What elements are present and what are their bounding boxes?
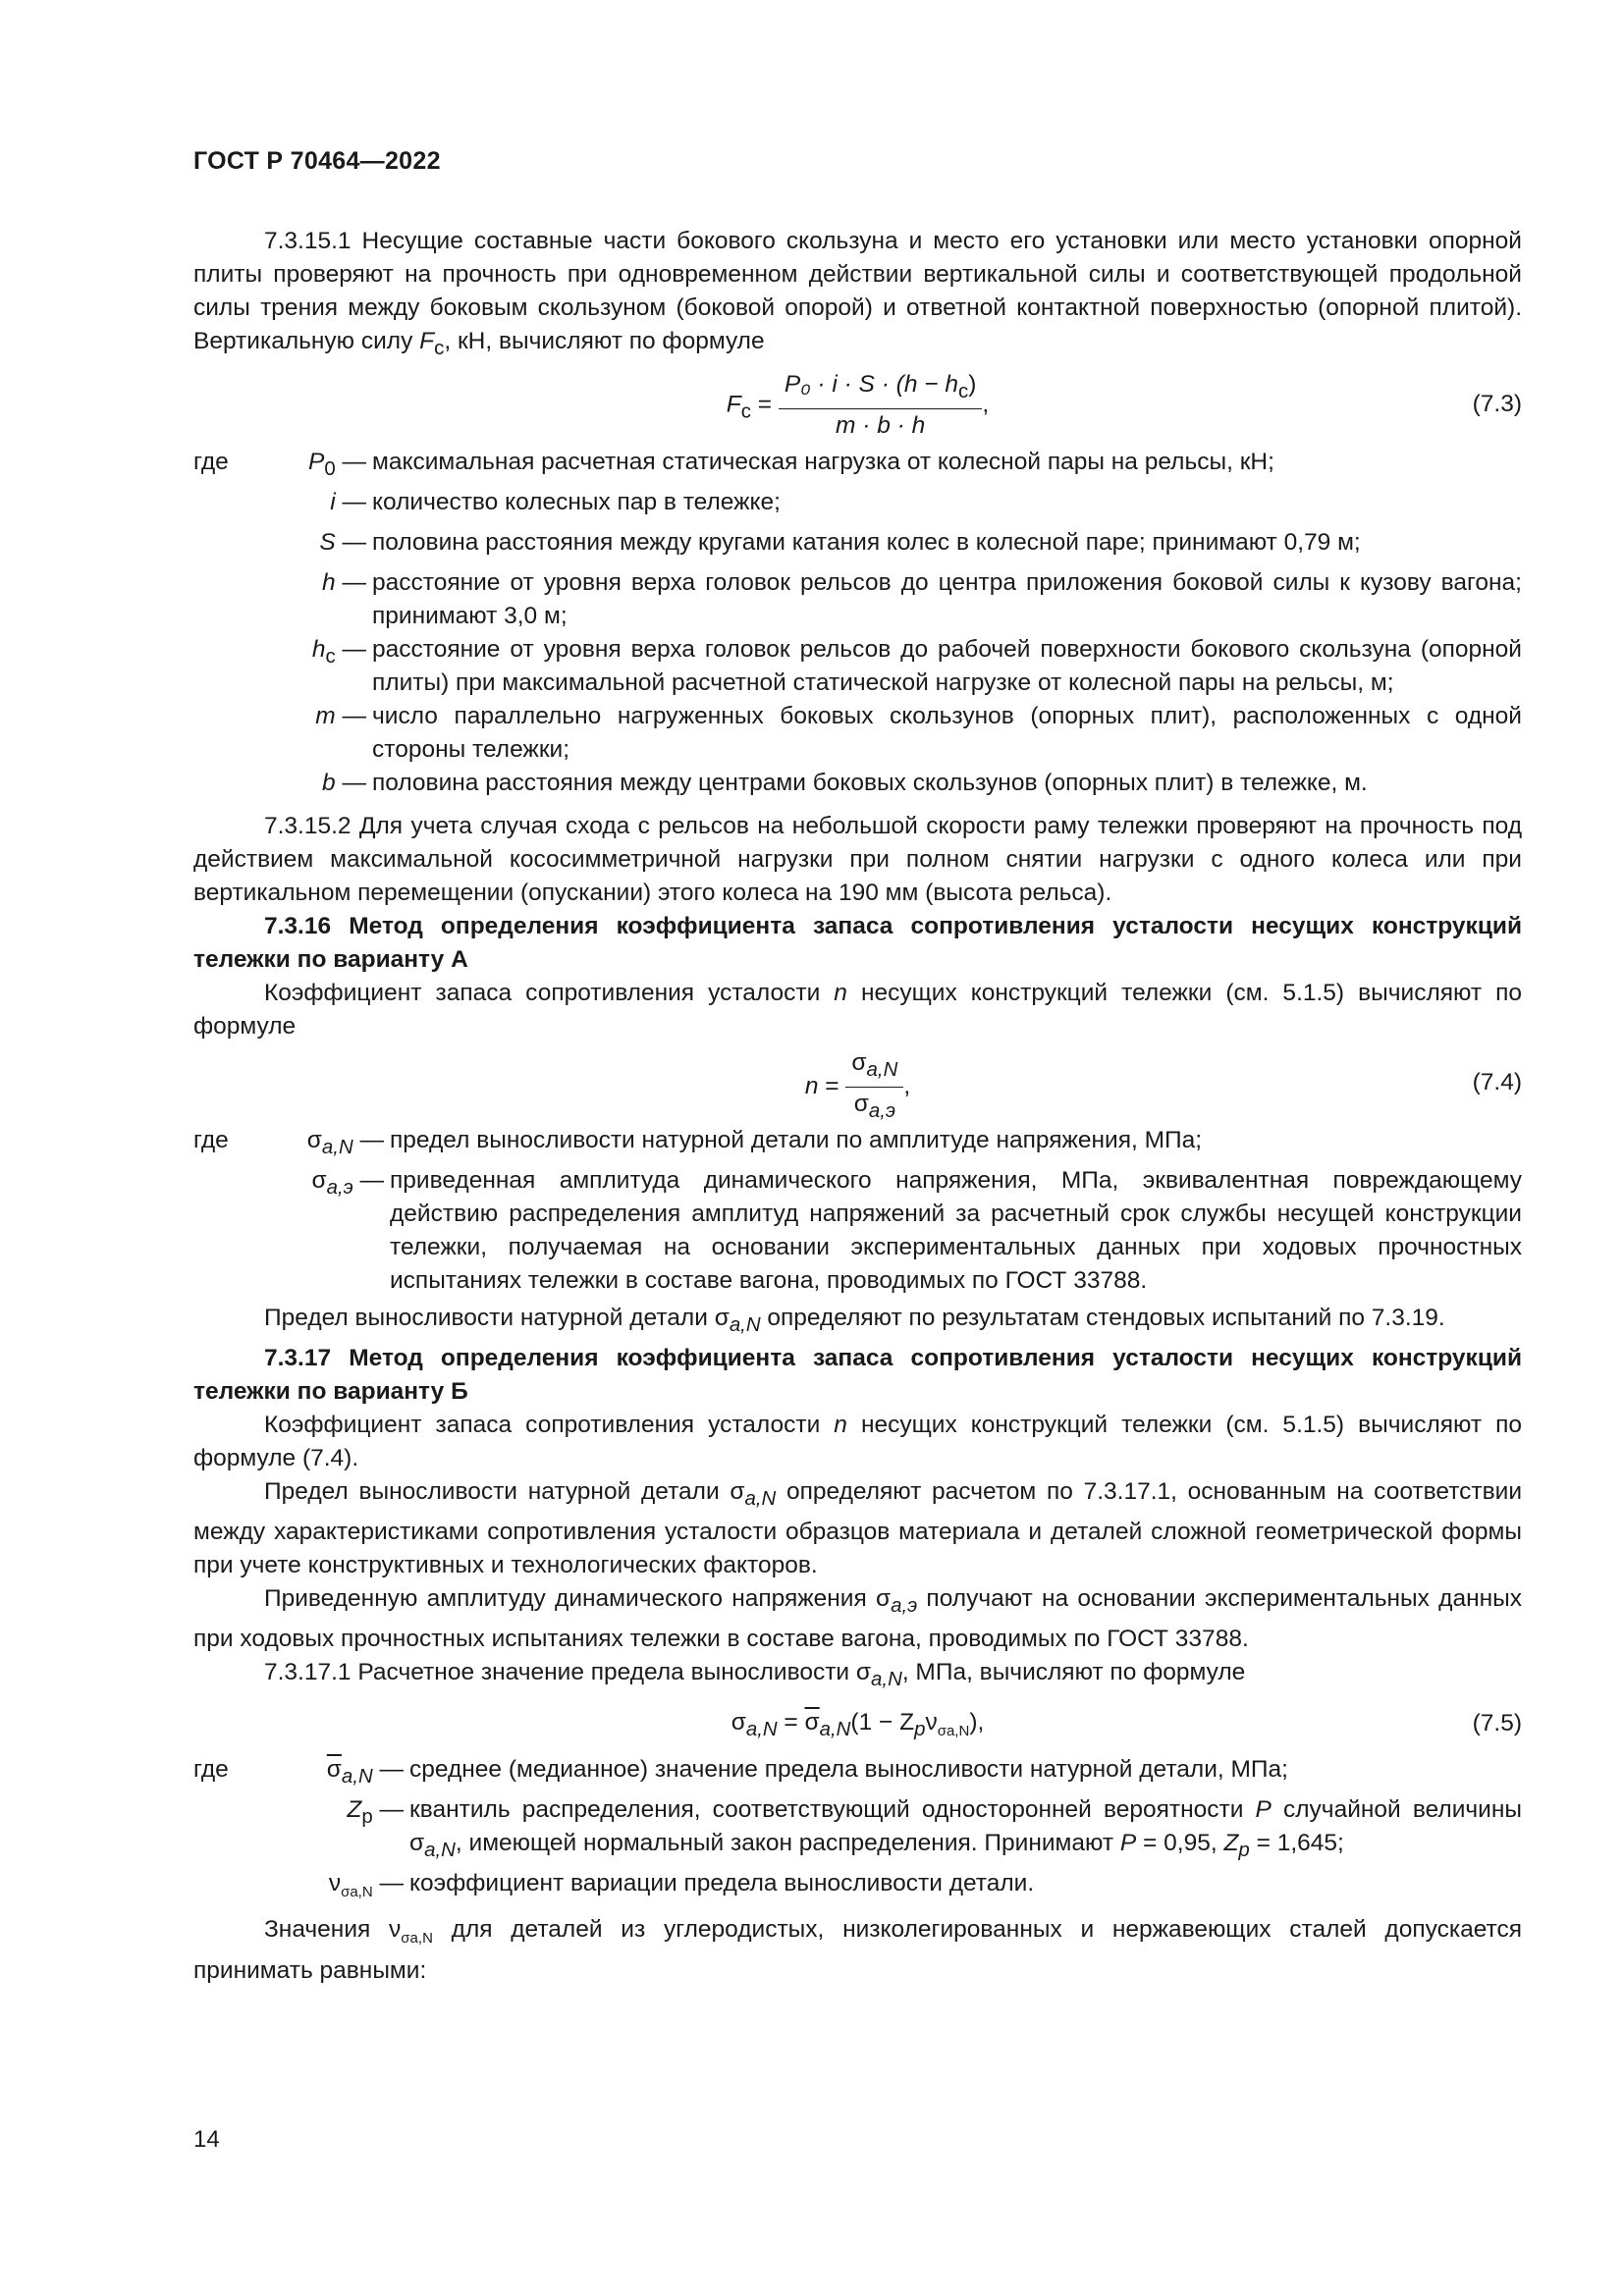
formula-7-3-fraction: $\frac{P_0 \cdot i \cdot S \cdot (h - h_c)}{m \cdot b \cdot h}$ [779,371,982,440]
paragraph-endurance-limit: Предел выносливости натурной детали $\sigma_{a,N}$ определяют по результатам стендовых испытаний по 7.3.19. [264,1305,1445,1337]
definition-row: где $\overline{\sigma}_{a,N}$ — среднее (медианное) значение предела выносливости натурной детали, МПа; [193,1755,1288,1788]
page-body [193,225,1522,1988]
definition-row: b — половина расстояния между центрами боковых скользунов (опорных плит) в тележке, м. [322,769,1368,796]
definition-row: S — половина расстояния между кругами катания колес в колесной паре; принимают 0,79 м; [319,528,1361,556]
formula-7-4-number: (7.4) [1472,1069,1522,1096]
definitions-7-3 [193,446,1522,807]
heading-7-3-17: 7.3.17 Метод определения коэффициента запаса сопротивления усталости несущих конструкций тележки по варианту Б [193,1345,1522,1406]
paragraph-endurance-calc: Предел выносливости натурной детали $\sigma_{a,N}$ определяют расчетом по 7.3.17.1, основанным на соответствии между характеристиками сопротивления усталости образцов материала и деталей сложной геометрической формы при учете конструктивных и технологических факторов. [193,1478,1523,1579]
formula-7-3-expression: $F_c$ = $\frac{P_0 \cdot i \cdot S \cdot (h - h_c)}{m \cdot b \cdot h}$ , [726,370,990,439]
formula-7-5-number: (7.5) [1472,1709,1522,1736]
paragraph-variant-a: Коэффициент запаса сопротивления усталости n несущих конструкций тележки (см. 5.1.5) вычисляют по формуле [193,980,1522,1041]
paragraph-7-3-15-1: 7.3.15.1 Несущие составные части бокового скользуна и место его установки или место установки опорной плиты проверяют на прочность при одновременном действии вертикальной силы и соответствующей продольной силы трения между боковым скользуном (боковой опорой) и ответной контактной поверхностью (опорной плитой). Вертикальную силу $F_c$, кН, вычисляют по формуле [193,228,1522,359]
standard-header: ГОСТ Р 70464—2022 [193,147,441,175]
paragraph-amplitude: Приведенную амплитуду динамического напряжения $\sigma_{a,э}$ получают на основании экспериментальных данных при ходовых прочностных испытаниях тележки в составе вагона, проводимых по ГОСТ 33788. [193,1585,1522,1653]
definition-row: $\sigma_{a,э}$ — приведенная амплитуда динамического напряжения, МПа, эквивалентная повреждающему действию распределения амплитуд напряжений за расчетный срок службы несущей конструкции тележки, получаемая на основании экспериментальных данных при ходовых прочностных испытаниях тележки в составе вагона, проводимых по ГОСТ 33788. [311,1167,1522,1295]
definitions-7-4 [193,1124,1522,1298]
formula-7-5 [193,1696,1522,1751]
definition-row: i — количество колесных пар в тележке; [330,488,781,515]
formula-7-4-expression: n = $\frac{\sigma_{a,N}}{\sigma_{a,э}}$ , [193,1049,1522,1125]
heading-7-3-16: 7.3.16 Метод определения коэффициента запаса сопротивления усталости несущих конструкций тележки по варианту А [193,913,1522,974]
definition-row: $\nu_{\sigma a,N}$ — коэффициент вариации предела выносливости детали. [328,1869,1035,1900]
formula-7-3-number: (7.3) [1472,390,1522,417]
formula-7-5-expression: $\sigma_{a,N} = \overline{\sigma}_{a,N}(1 - Z_p\nu_{\sigma a,N})$, [731,1708,985,1740]
page-number: 14 [193,2126,220,2153]
formula-7-4 [193,1043,1522,1122]
paragraph-7-3-15-2: 7.3.15.2 Для учета случая схода с рельсов на небольшой скорости раму тележки проверяют на прочность под действием максимальной кососимметричной нагрузки при полном снятии нагрузки с одного колеса или при вертикальном перемещении (опускании) этого колеса на 190 мм (высота рельса). [193,813,1522,907]
definition-row: $h_c$ — расстояние от уровня верха головок рельсов до рабочей поверхности бокового скользуна (опорной плиты) при максимальной расчетной статической нагрузке от колесной пары на рельсы, м; [311,635,1522,696]
formula-7-4-fraction: $\frac{\sigma_{a,N}}{\sigma_{a,э}}$ [845,1049,903,1125]
paragraph-variant-b: Коэффициент запаса сопротивления усталости n несущих конструкций тележки (см. 5.1.5) вычисляют по формуле (7.4). [193,1412,1522,1472]
definition-row: h — расстояние от уровня верха головок рельсов до центра приложения боковой силы к кузову вагона; принимают 3,0 м; [322,568,1522,629]
paragraph-7-3-17-1: 7.3.17.1 Расчетное значение предела выносливости $\sigma_{a,N}$, МПа, вычисляют по формуле [264,1659,1246,1690]
definition-row: $Z_p$ — квантиль распределения, соответствующий односторонней вероятности P случайной величины $\sigma_{a,N}$, имеющей нормальный закон распределения. Принимают P = 0,95, $Z_p = 1,645$; [347,1795,1522,1861]
definition-row: где $\sigma_{a,N}$ — предел выносливости натурной детали по амплитуде напряжения, МПа; [193,1127,1203,1159]
definitions-7-5 [193,1753,1522,1909]
definition-row: m — число параллельно нагруженных боковых скользунов (опорных плит), расположенных с одной стороны тележки; [315,702,1522,763]
definition-row: где $P_0$ — максимальная расчетная статическая нагрузка от колесной пары на рельсы, кН; [193,448,1274,480]
paragraph-variation-values: Значения $\nu_{\sigma a,N}$ для деталей из углеродистых, низколегированных и нержавеющих сталей допускается принимать равными: [193,1915,1522,1985]
formula-7-3 [193,365,1522,444]
